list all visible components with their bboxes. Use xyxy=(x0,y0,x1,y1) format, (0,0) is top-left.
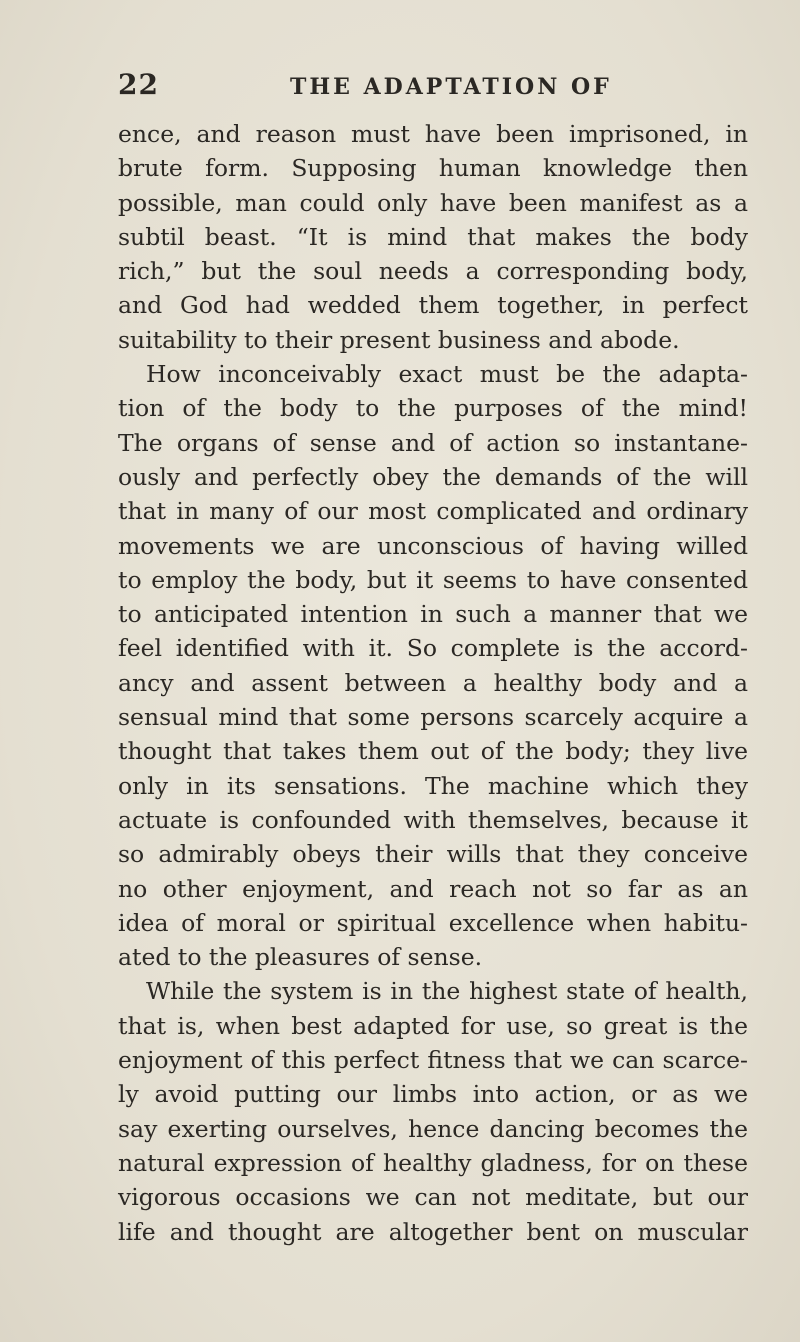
text-line: brute form. Supposing human knowledge then xyxy=(118,154,748,183)
text-line: only in its sensations. The machine which they xyxy=(118,771,748,800)
text-line: so admirably obeys their wills that they conceive xyxy=(118,840,748,869)
text-line: ously and perfectly obey the demands of the will xyxy=(118,462,748,491)
text-line: that in many of our most complicated and ordinary xyxy=(118,497,748,526)
text-line: subtil beast. “It is mind that makes the body xyxy=(118,222,748,251)
text-line: say exerting ourselves, hence dancing becomes the xyxy=(118,1114,748,1143)
text-line: possible, man could only have been manifest as a xyxy=(118,188,748,217)
text-line: enjoyment of this perfect fitness that we can scarce- xyxy=(118,1046,748,1075)
text-line: to anticipated intention in such a manner that we xyxy=(118,600,748,629)
text-line: vigorous occasions we can not meditate, but our xyxy=(118,1183,748,1212)
text-line: life and thought are altogether bent on muscular xyxy=(118,1217,748,1246)
text-line: rich,” but the soul needs a corresponding body, xyxy=(118,257,748,286)
text-line: and God had wedded them together, in perfect xyxy=(118,291,748,320)
text-line: actuate is confounded with themselves, because it xyxy=(118,805,748,834)
text-line: tion of the body to the purposes of the mind! xyxy=(118,394,748,423)
page-header xyxy=(0,68,800,108)
text-line: idea of moral or spiritual excellence when habitu- xyxy=(118,908,748,937)
text-line: While the system is in the highest state of health, xyxy=(146,977,748,1006)
text-line: ancy and assent between a healthy body and a xyxy=(118,668,748,697)
text-line: The organs of sense and of action so instantane- xyxy=(118,428,748,457)
running-head: THE ADAPTATION OF xyxy=(290,74,612,100)
text-line: ence, and reason must have been imprisoned, in xyxy=(118,120,748,148)
text-line: suitability to their present business and abode. xyxy=(118,325,680,354)
text-line: ly avoid putting our limbs into action, or as we xyxy=(118,1080,748,1109)
text-line: thought that takes them out of the body; they live xyxy=(118,737,748,766)
text-line: no other enjoyment, and reach not so far as an xyxy=(118,874,748,903)
text-line: that is, when best adapted for use, so great is the xyxy=(118,1011,748,1040)
text-line: to employ the body, but it seems to have consented xyxy=(118,565,748,594)
text-line: sensual mind that some persons scarcely acquire a xyxy=(118,703,748,732)
text-line: movements we are unconscious of having willed xyxy=(118,531,748,560)
body-text xyxy=(118,117,748,1249)
text-line: ated to the pleasures of sense. xyxy=(118,943,483,972)
text-line: feel identified with it. So complete is the accord- xyxy=(118,634,748,663)
text-line: natural expression of healthy gladness, for on these xyxy=(118,1148,748,1177)
page-number: 22 xyxy=(118,68,159,101)
text-line: How inconceivably exact must be the adapta- xyxy=(146,360,748,389)
